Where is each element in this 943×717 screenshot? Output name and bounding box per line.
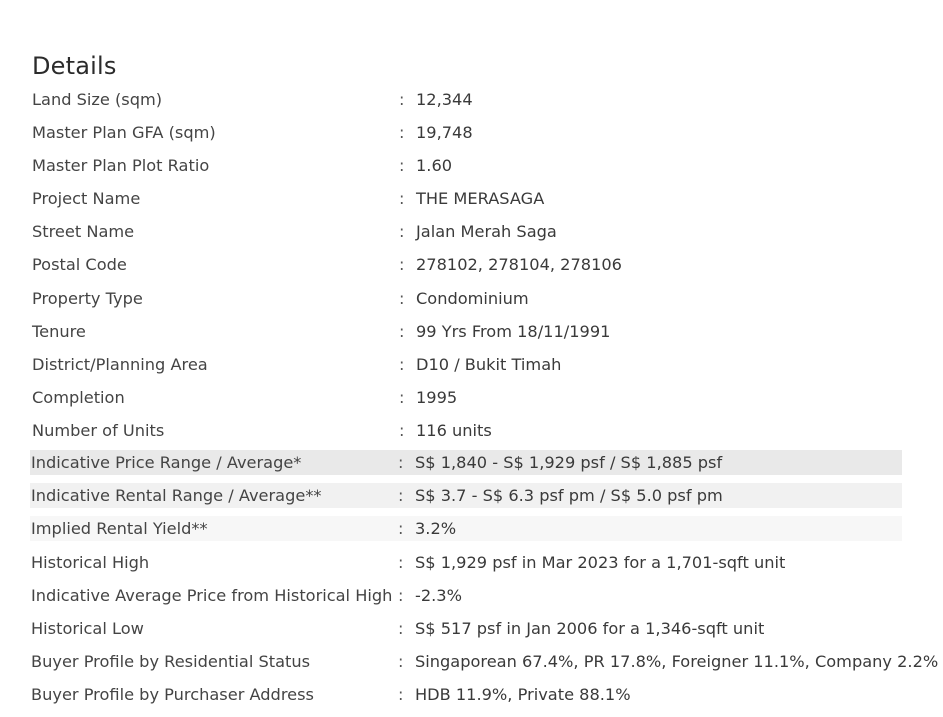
detail-separator: : [399,355,405,374]
detail-row-land-size [30,87,902,112]
detail-row-rental-yield [30,516,902,541]
detail-row-buyer-purchaser-address [30,682,902,707]
detail-value: HDB 11.9%, Private 88.1% [415,685,631,704]
detail-row-property-type [30,286,902,311]
section-title: Details [32,52,117,81]
detail-value: 116 units [416,421,492,440]
detail-row-historical-low [30,616,902,641]
detail-label: District/Planning Area [32,355,208,374]
detail-value: 12,344 [416,90,473,109]
detail-row-rental-range [30,483,902,508]
detail-separator: : [399,388,405,407]
detail-row-avg-from-high [30,583,902,608]
detail-value: 278102, 278104, 278106 [416,255,622,274]
detail-label: Indicative Rental Range / Average** [31,486,322,505]
detail-row-completion [30,385,902,410]
detail-separator: : [399,90,405,109]
detail-separator: : [399,222,405,241]
detail-separator: : [398,453,404,472]
detail-separator: : [399,189,405,208]
detail-separator: : [398,685,404,704]
detail-value: S$ 3.7 - S$ 6.3 psf pm / S$ 5.0 psf pm [415,486,723,505]
detail-value: Condominium [416,289,529,308]
detail-value: 19,748 [416,123,473,142]
detail-label: Property Type [32,289,143,308]
detail-row-master-plan-gfa [30,120,902,145]
detail-separator: : [399,255,405,274]
detail-separator: : [398,619,404,638]
detail-label: Land Size (sqm) [32,90,163,109]
detail-row-price-range [30,450,902,475]
detail-label: Street Name [32,222,135,241]
detail-label: Historical High [31,553,150,572]
detail-row-number-of-units [30,418,902,443]
detail-value: 1.60 [416,156,453,175]
detail-separator: : [398,553,404,572]
detail-row-plot-ratio [30,153,902,178]
detail-label: Historical Low [31,619,144,638]
detail-value: Jalan Merah Saga [416,222,557,241]
detail-label: Implied Rental Yield** [31,519,208,538]
detail-separator: : [398,519,404,538]
detail-value: D10 / Bukit Timah [416,355,562,374]
detail-label: Buyer Profile by Purchaser Address [31,685,314,704]
detail-row-tenure [30,319,902,344]
detail-separator: : [398,652,404,671]
detail-separator: : [398,586,404,605]
detail-label: Master Plan Plot Ratio [32,156,210,175]
detail-value: THE MERASAGA [416,189,545,208]
detail-label: Indicative Average Price from Historical High [31,586,393,605]
detail-value: 3.2% [415,519,457,538]
detail-separator: : [399,123,405,142]
detail-value: S$ 517 psf in Jan 2006 for a 1,346-sqft unit [415,619,765,638]
detail-row-project-name [30,186,902,211]
detail-row-street-name [30,219,902,244]
detail-row-buyer-residential-status [30,649,939,674]
detail-label: Master Plan GFA (sqm) [32,123,216,142]
detail-row-historical-high [30,550,902,575]
detail-separator: : [399,156,405,175]
detail-value: 1995 [416,388,458,407]
detail-label: Project Name [32,189,141,208]
detail-separator: : [399,421,405,440]
detail-value: -2.3% [415,586,462,605]
detail-label: Postal Code [32,255,127,274]
detail-row-postal-code [30,252,902,277]
detail-value: Singaporean 67.4%, PR 17.8%, Foreigner 11.1%, Company 2.2% [415,652,939,671]
detail-separator: : [398,486,404,505]
detail-label: Buyer Profile by Residential Status [31,652,311,671]
detail-label: Tenure [32,322,86,341]
detail-label: Indicative Price Range / Average* [31,453,302,472]
detail-label: Number of Units [32,421,165,440]
detail-value: S$ 1,929 psf in Mar 2023 for a 1,701-sqft unit [415,553,786,572]
detail-value: 99 Yrs From 18/11/1991 [416,322,611,341]
detail-value: S$ 1,840 - S$ 1,929 psf / S$ 1,885 psf [415,453,723,472]
detail-separator: : [399,322,405,341]
detail-separator: : [399,289,405,308]
detail-label: Completion [32,388,125,407]
detail-row-district [30,352,902,377]
